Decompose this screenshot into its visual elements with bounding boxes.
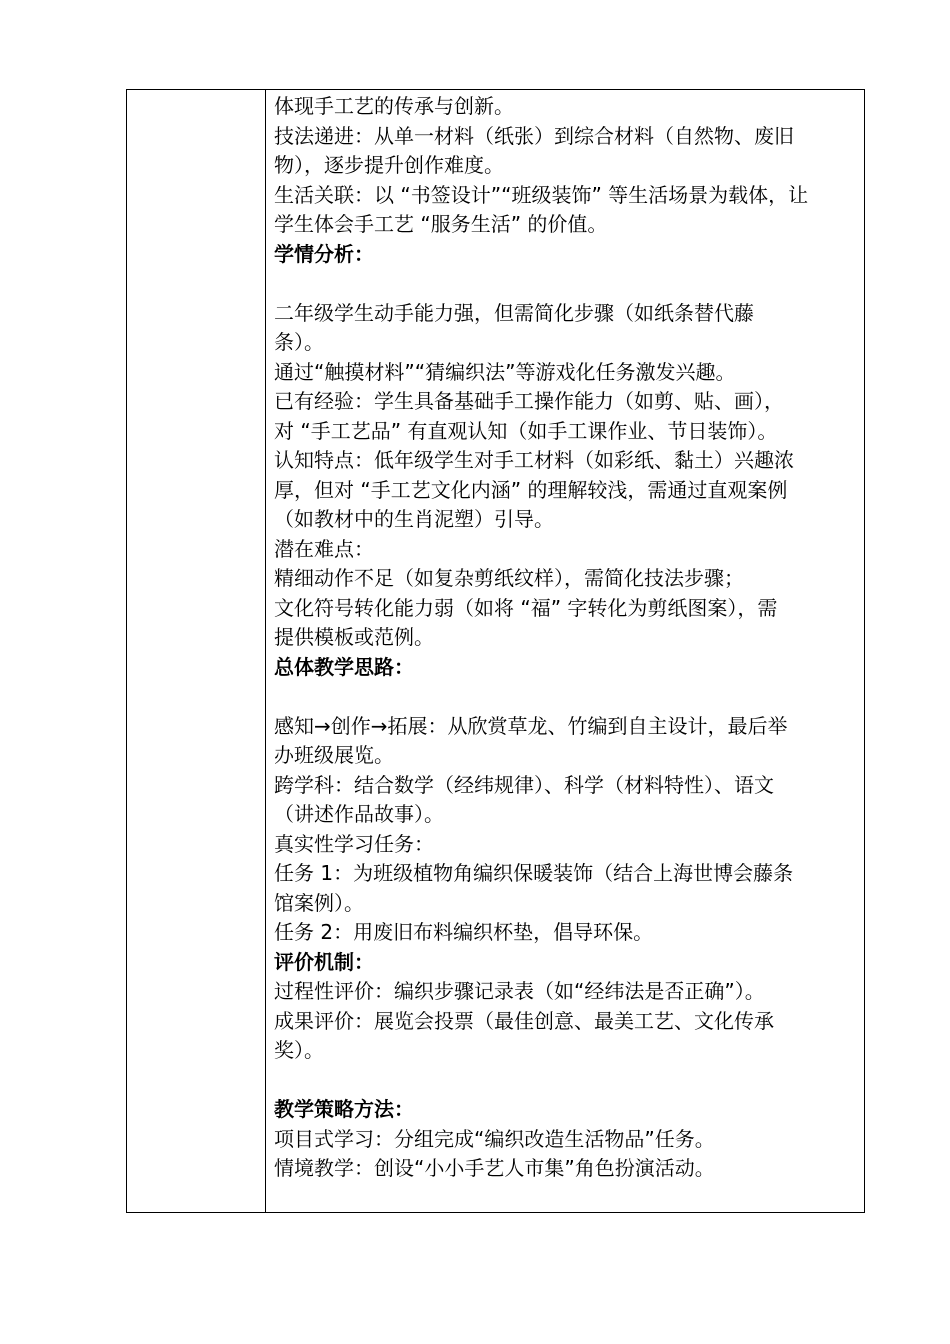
table-content-cell bbox=[274, 92, 864, 1184]
text-line: 跨学科：结合数学（经纬规律）、科学（材料特性）、语文 bbox=[274, 772, 774, 797]
text-line: 成果评价：展览会投票（最佳创意、最美工艺、文化传承 bbox=[274, 1008, 774, 1033]
text-line: 馆案例）。 bbox=[274, 890, 364, 915]
text-line: 认知特点：低年级学生对手工材料（如彩纸、黏土）兴趣浓 bbox=[274, 448, 794, 472]
text-line: 对 “手工艺品” 有直观认知（如手工课作业、节日装饰）。 bbox=[274, 418, 778, 443]
text-line: 通过“触摸材料”“猜编织法”等游戏化任务激发兴趣。 bbox=[274, 359, 736, 384]
text-line: 办班级展览。 bbox=[274, 743, 394, 767]
text-line: 潜在难点： bbox=[274, 536, 374, 561]
text-line: 任务 1：为班级植物角编织保暖装饰（结合上海世博会藤条 bbox=[274, 861, 794, 885]
blank-line bbox=[274, 682, 864, 712]
text-line: 技法递进：从单一材料（纸张）到综合材料（自然物、废旧 bbox=[274, 123, 794, 148]
text-line: 提供模板或范例。 bbox=[274, 625, 434, 649]
text-line: 条）。 bbox=[274, 330, 324, 354]
section-heading: 总体教学思路： bbox=[274, 654, 414, 679]
blank-line bbox=[274, 269, 864, 299]
text-line: （如教材中的生肖泥塑）引导。 bbox=[274, 507, 554, 531]
section-heading: 学情分析： bbox=[274, 241, 374, 266]
text-line: 感知→创作→拓展：从欣赏草龙、竹编到自主设计，最后举 bbox=[274, 713, 788, 738]
text-line: 厚，但对 “手工艺文化内涵” 的理解较浅，需通过直观案例 bbox=[274, 477, 788, 502]
text-line: 已有经验：学生具备基础手工操作能力（如剪、贴、画）， bbox=[274, 389, 784, 413]
text-line: 过程性评价：编织步骤记录表（如“经纬法是否正确”）。 bbox=[274, 979, 765, 1003]
text-line: 学生体会手工艺 “服务生活” 的价值。 bbox=[274, 212, 608, 236]
table-column-divider bbox=[265, 89, 266, 1213]
text-line: 生活关联：以 “书签设计”“班级装饰” 等生活场景为载体，让 bbox=[274, 182, 809, 207]
text-line: 任务 2：用废旧布料编织杯垫，倡导环保。 bbox=[274, 920, 654, 944]
text-line: （讲述作品故事）。 bbox=[274, 802, 444, 826]
text-line: 真实性学习任务： bbox=[274, 831, 434, 856]
text-line: 文化符号转化能力弱（如将 “福” 字转化为剪纸图案），需 bbox=[274, 595, 778, 620]
text-line: 项目式学习：分组完成“编织改造生活物品”任务。 bbox=[274, 1126, 715, 1151]
blank-line bbox=[274, 1066, 864, 1096]
text-line: 奖）。 bbox=[274, 1038, 324, 1062]
text-line: 体现手工艺的传承与创新。 bbox=[274, 94, 514, 118]
text-line: 二年级学生动手能力强，但需简化步骤（如纸条替代藤 bbox=[274, 300, 754, 325]
text-line: 精细动作不足（如复杂剪纸纹样），需简化技法步骤； bbox=[274, 566, 744, 590]
text-line: 物），逐步提升创作难度。 bbox=[274, 153, 504, 177]
section-heading: 评价机制： bbox=[274, 949, 374, 974]
text-line: 情境教学：创设“小小手艺人市集”角色扮演活动。 bbox=[274, 1156, 715, 1180]
section-heading: 教学策略方法： bbox=[274, 1097, 414, 1121]
